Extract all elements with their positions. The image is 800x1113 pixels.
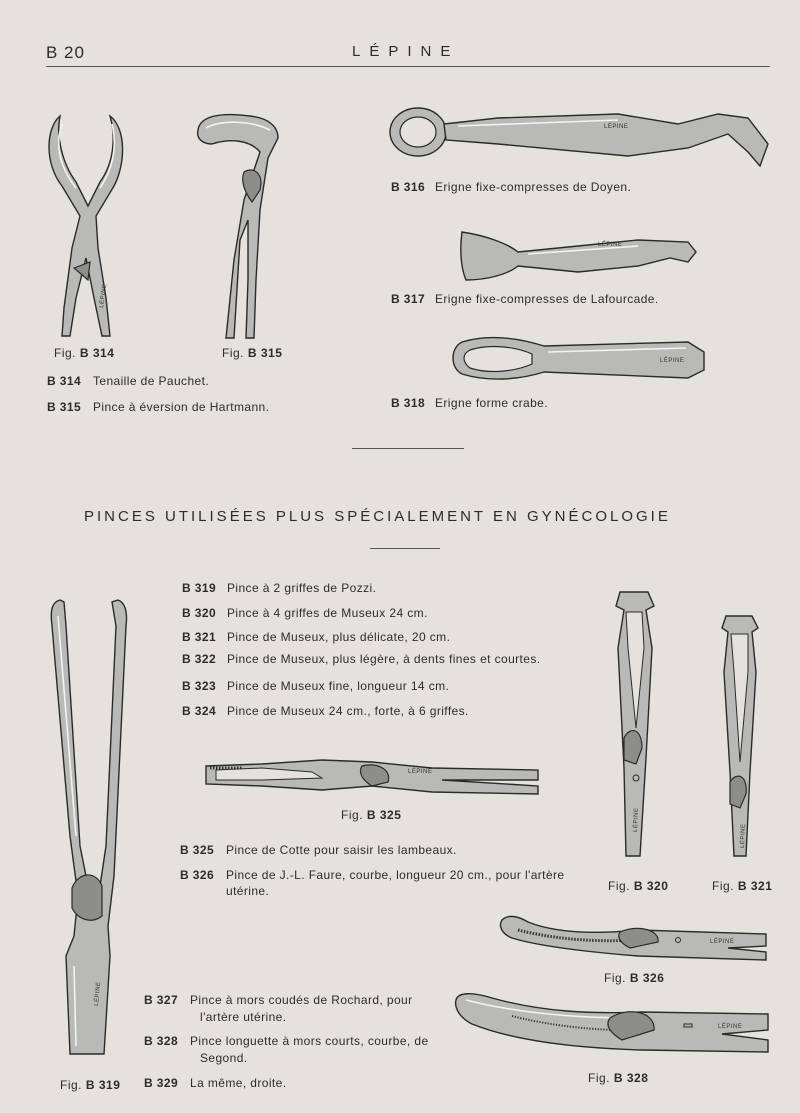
item-b329 (144, 1076, 286, 1090)
instrument-b320-illustration (612, 588, 662, 860)
instrument-b318-illustration (448, 332, 708, 384)
instrument-b321-illustration (718, 612, 764, 860)
item-b322 (182, 652, 541, 666)
caption-prefix: Fig. (608, 879, 631, 893)
item-desc: Pince de J.-L. Faure, courbe, longueur 20 cm., pour l'artère (226, 868, 565, 882)
item-code: B 326 (180, 868, 215, 882)
instrument-b316-illustration (388, 104, 773, 174)
item-b323 (182, 679, 449, 693)
item-desc: Pince à 2 griffes de Pozzi. (227, 581, 377, 595)
instrument-b314-illustration (40, 108, 140, 343)
item-desc: Pince de Museux, plus délicate, 20 cm. (227, 630, 451, 644)
instrument-b325-illustration (202, 756, 542, 798)
item-desc: La même, droite. (190, 1076, 287, 1090)
item-desc-continued: Segond. (200, 1051, 248, 1065)
caption-code: B 325 (366, 808, 402, 822)
figure-caption-b315 (222, 346, 282, 360)
figure-caption-b328 (588, 1071, 648, 1085)
stamp-lepine: LÉPINE (598, 242, 623, 248)
stamp-lepine: LÉPINE (710, 939, 735, 945)
item-code: B 324 (182, 704, 217, 718)
caption-code: B 319 (85, 1078, 121, 1092)
item-desc: Erigne fixe-compresses de Doyen. (435, 180, 632, 194)
stamp-lepine: LÉPINE (633, 807, 640, 833)
caption-code: B 321 (737, 879, 773, 893)
figure-caption-b319 (60, 1078, 120, 1092)
figure-caption-b321 (712, 879, 772, 893)
item-b319 (182, 581, 376, 595)
item-code: B 325 (180, 843, 215, 857)
item-desc: Pince de Museux, plus légère, à dents fines et courtes. (227, 652, 541, 666)
caption-code: B 326 (629, 971, 665, 985)
item-desc-continued: l'artère utérine. (200, 1010, 287, 1024)
divider-rule (352, 448, 464, 449)
caption-prefix: Fig. (60, 1078, 83, 1092)
item-b315 (47, 400, 269, 414)
item-code: B 318 (391, 396, 426, 410)
caption-prefix: Fig. (54, 346, 77, 360)
item-b327-line2 (200, 1010, 286, 1024)
item-b328 (144, 1034, 429, 1048)
item-code: B 328 (144, 1034, 179, 1048)
item-desc: Erigne fixe-compresses de Lafourcade. (435, 292, 659, 306)
caption-prefix: Fig. (712, 879, 735, 893)
caption-code: B 328 (613, 1071, 649, 1085)
caption-prefix: Fig. (341, 808, 364, 822)
item-desc: Pince de Museux fine, longueur 14 cm. (227, 679, 450, 693)
item-code: B 316 (391, 180, 426, 194)
item-desc: Pince longuette à mors courts, courbe, de (190, 1034, 429, 1048)
stamp-lepine: LÉPINE (94, 981, 103, 1007)
figure-caption-b326 (604, 971, 664, 985)
instrument-b317-illustration (458, 226, 698, 286)
item-b325 (180, 843, 457, 857)
item-code: B 321 (182, 630, 217, 644)
brand-title: LÉPINE (352, 43, 460, 60)
header-rule (46, 66, 770, 67)
figure-caption-b314 (54, 346, 114, 360)
instrument-b315-illustration (190, 110, 290, 340)
item-code: B 322 (182, 652, 217, 666)
stamp-lepine: LÉPINE (408, 769, 433, 775)
item-b324 (182, 704, 469, 718)
stamp-lepine: LÉPINE (99, 283, 109, 309)
stamp-lepine: LÉPINE (718, 1024, 743, 1030)
caption-prefix: Fig. (604, 971, 627, 985)
item-b318 (391, 396, 548, 410)
item-code: B 329 (144, 1076, 179, 1090)
item-b327 (144, 993, 413, 1007)
caption-code: B 314 (79, 346, 115, 360)
item-code: B 323 (182, 679, 217, 693)
figure-caption-b325 (341, 808, 401, 822)
item-b320 (182, 606, 428, 620)
item-desc: Pince à 4 griffes de Museux 24 cm. (227, 606, 428, 620)
item-code: B 327 (144, 993, 179, 1007)
item-desc: Erigne forme crabe. (435, 396, 548, 410)
item-b326 (180, 868, 564, 882)
item-desc: Pince de Cotte pour saisir les lambeaux. (226, 843, 457, 857)
item-code: B 319 (182, 581, 217, 595)
item-code: B 320 (182, 606, 217, 620)
item-b316 (391, 180, 631, 194)
caption-code: B 320 (633, 879, 669, 893)
figure-caption-b320 (608, 879, 668, 893)
instrument-b326-illustration (498, 912, 768, 964)
item-desc: Pince de Museux 24 cm., forte, à 6 griffes. (227, 704, 469, 718)
section-title: PINCES UTILISÉES PLUS SPÉCIALEMENT EN GYNÉCOLOGIE (84, 508, 671, 525)
page-number: B 20 (46, 43, 85, 62)
section-rule (370, 548, 440, 549)
stamp-lepine: LÉPINE (604, 124, 629, 130)
item-b314 (47, 374, 209, 388)
item-b317 (391, 292, 659, 306)
item-b326-line2 (226, 884, 269, 898)
stamp-lepine: LÉPINE (660, 358, 685, 364)
caption-prefix: Fig. (222, 346, 245, 360)
stamp-lepine: LÉPINE (740, 823, 747, 849)
item-desc-continued: utérine. (226, 884, 270, 898)
item-b328-line2 (200, 1051, 248, 1065)
instrument-b328-illustration (452, 990, 770, 1060)
caption-prefix: Fig. (588, 1071, 611, 1085)
item-desc: Pince à éversion de Hartmann. (93, 400, 270, 414)
item-desc: Pince à mors coudés de Rochard, pour (190, 993, 413, 1007)
instrument-b319-illustration (48, 596, 132, 1058)
item-code: B 314 (47, 374, 82, 388)
item-desc: Tenaille de Pauchet. (93, 374, 210, 388)
caption-code: B 315 (247, 346, 283, 360)
item-code: B 315 (47, 400, 82, 414)
item-b321 (182, 630, 450, 644)
item-code: B 317 (391, 292, 426, 306)
